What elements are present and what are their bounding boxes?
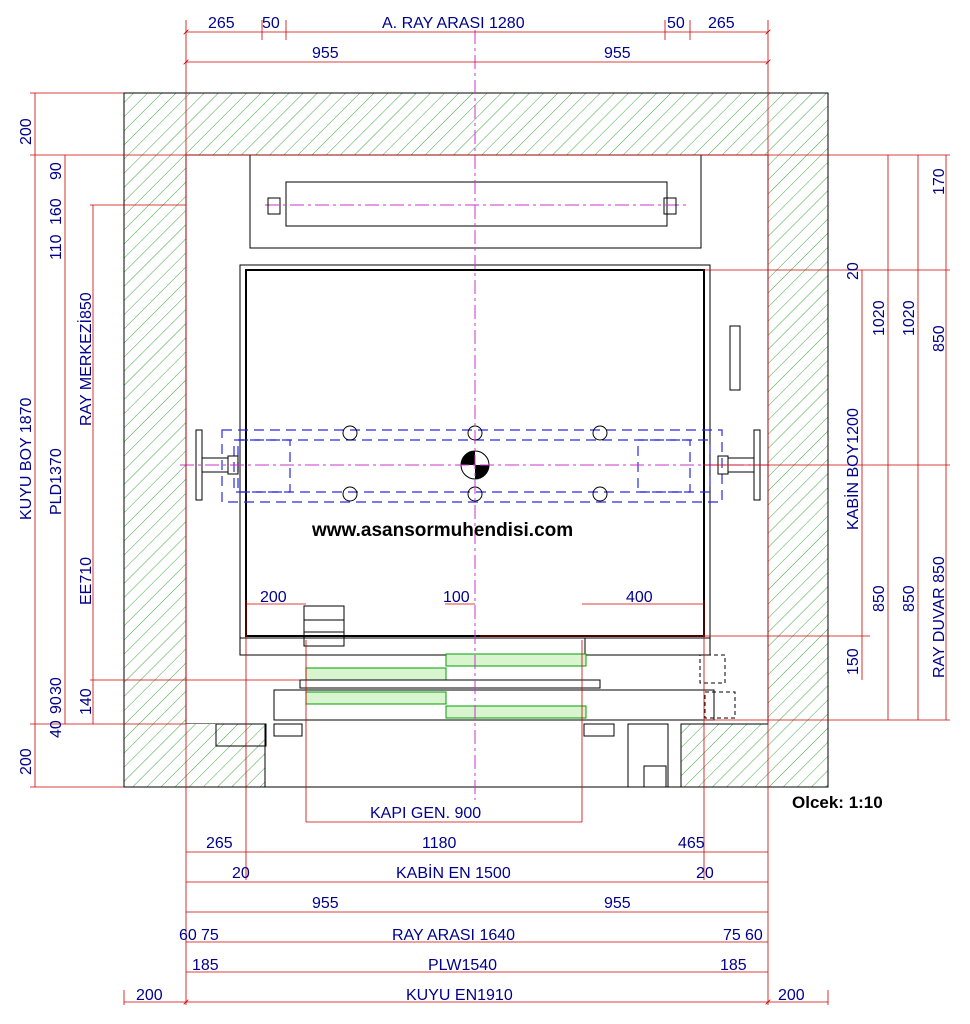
dim-r-850-c: 850 xyxy=(931,325,948,352)
dim-l-90b: 90 xyxy=(48,696,65,714)
dim-l-200-top: 200 xyxy=(18,118,35,145)
dim-r-kabin-boy: KABİN BOY1200 xyxy=(845,408,862,530)
cabin-outline xyxy=(240,265,740,638)
dim-b5-plw: PLW1540 xyxy=(428,957,498,974)
dim-b1-265: 265 xyxy=(206,835,233,852)
dim-b4-60-left: 60 xyxy=(179,927,197,944)
dim-l-140: 140 xyxy=(78,688,95,715)
dim-l-200-bottom: 200 xyxy=(18,748,35,775)
dim-l-ee: EE710 xyxy=(78,556,95,605)
dim-r-150: 150 xyxy=(845,648,862,675)
dim-r-1020-a: 1020 xyxy=(871,300,888,336)
dim-r-850-b: 850 xyxy=(901,585,918,612)
dim-top-50-left: 50 xyxy=(262,15,280,32)
dim-b6-200-right: 200 xyxy=(778,987,805,1004)
dim-b6-200-left: 200 xyxy=(136,987,163,1004)
dim-l-pld: PLD1370 xyxy=(48,448,65,515)
dim-b1-1180: 1180 xyxy=(422,835,457,852)
bottom-dimensions xyxy=(136,805,805,1004)
dim-top-265-left: 265 xyxy=(208,15,235,32)
car-sling xyxy=(222,426,722,502)
dim-inner-200: 200 xyxy=(260,589,287,606)
dim-l-110: 110 xyxy=(48,234,65,260)
dim-r-170: 170 xyxy=(931,168,948,195)
dim-b6-kuyu-en: KUYU EN1910 xyxy=(406,987,513,1004)
dim-b3-955-right: 955 xyxy=(604,895,631,912)
left-dimensions xyxy=(18,118,95,775)
center-mark: F xyxy=(478,468,483,477)
watermark: www.asansormuhendisi.com xyxy=(312,520,574,541)
dim-l-40: 40 xyxy=(48,720,65,738)
dim-inner-100: 100 xyxy=(443,589,470,606)
dim-inner-400: 400 xyxy=(626,589,653,606)
dim-r-ray-duvar: RAY DUVAR 850 xyxy=(931,556,948,678)
dim-b3-955-left: 955 xyxy=(312,895,339,912)
dim-b2-20-left: 20 xyxy=(232,865,250,882)
dim-b4-75-left: 75 xyxy=(201,927,219,944)
dim-r-1020-b: 1020 xyxy=(901,300,918,336)
inner-dimensions xyxy=(260,589,653,606)
dim-b4-ray-arasi: RAY ARASI 1640 xyxy=(392,927,516,944)
dim-b5-185-right: 185 xyxy=(720,957,747,974)
top-dimensions xyxy=(208,15,735,62)
dim-top-ray-arasi: A. RAY ARASI 1280 xyxy=(382,15,525,32)
dim-b4-75-right: 75 xyxy=(723,927,741,944)
right-dimensions xyxy=(843,168,948,678)
dim-l-kuyu-boy: KUYU BOY 1870 xyxy=(18,397,35,520)
dim-r-20: 20 xyxy=(845,262,862,280)
dim-b1-465: 465 xyxy=(678,835,705,852)
dim-b4-60-right: 60 xyxy=(745,927,763,944)
dim-r-850-a: 850 xyxy=(871,585,888,612)
dim-top-265-right: 265 xyxy=(708,15,735,32)
dim-b2-kabin-en: KABİN EN 1500 xyxy=(396,865,511,882)
dim-b2-20-right: 20 xyxy=(696,865,714,882)
top-dimension-lines xyxy=(124,32,828,1002)
dim-door-width: KAPI GEN. 900 xyxy=(370,805,482,822)
dim-l-160: 160 xyxy=(48,198,65,225)
dim-b5-185-left: 185 xyxy=(192,957,219,974)
dim-l-ray-merkezi: RAY MERKEZİ850 xyxy=(78,292,95,426)
dim-top-50-right: 50 xyxy=(667,15,685,32)
scale-label: Olcek: 1:10 xyxy=(792,793,883,812)
dim-l-30: 30 xyxy=(48,677,65,695)
dim-l-90: 90 xyxy=(48,162,65,180)
dim-top-955-right: 955 xyxy=(604,45,631,62)
dim-top-955-left: 955 xyxy=(312,45,339,62)
